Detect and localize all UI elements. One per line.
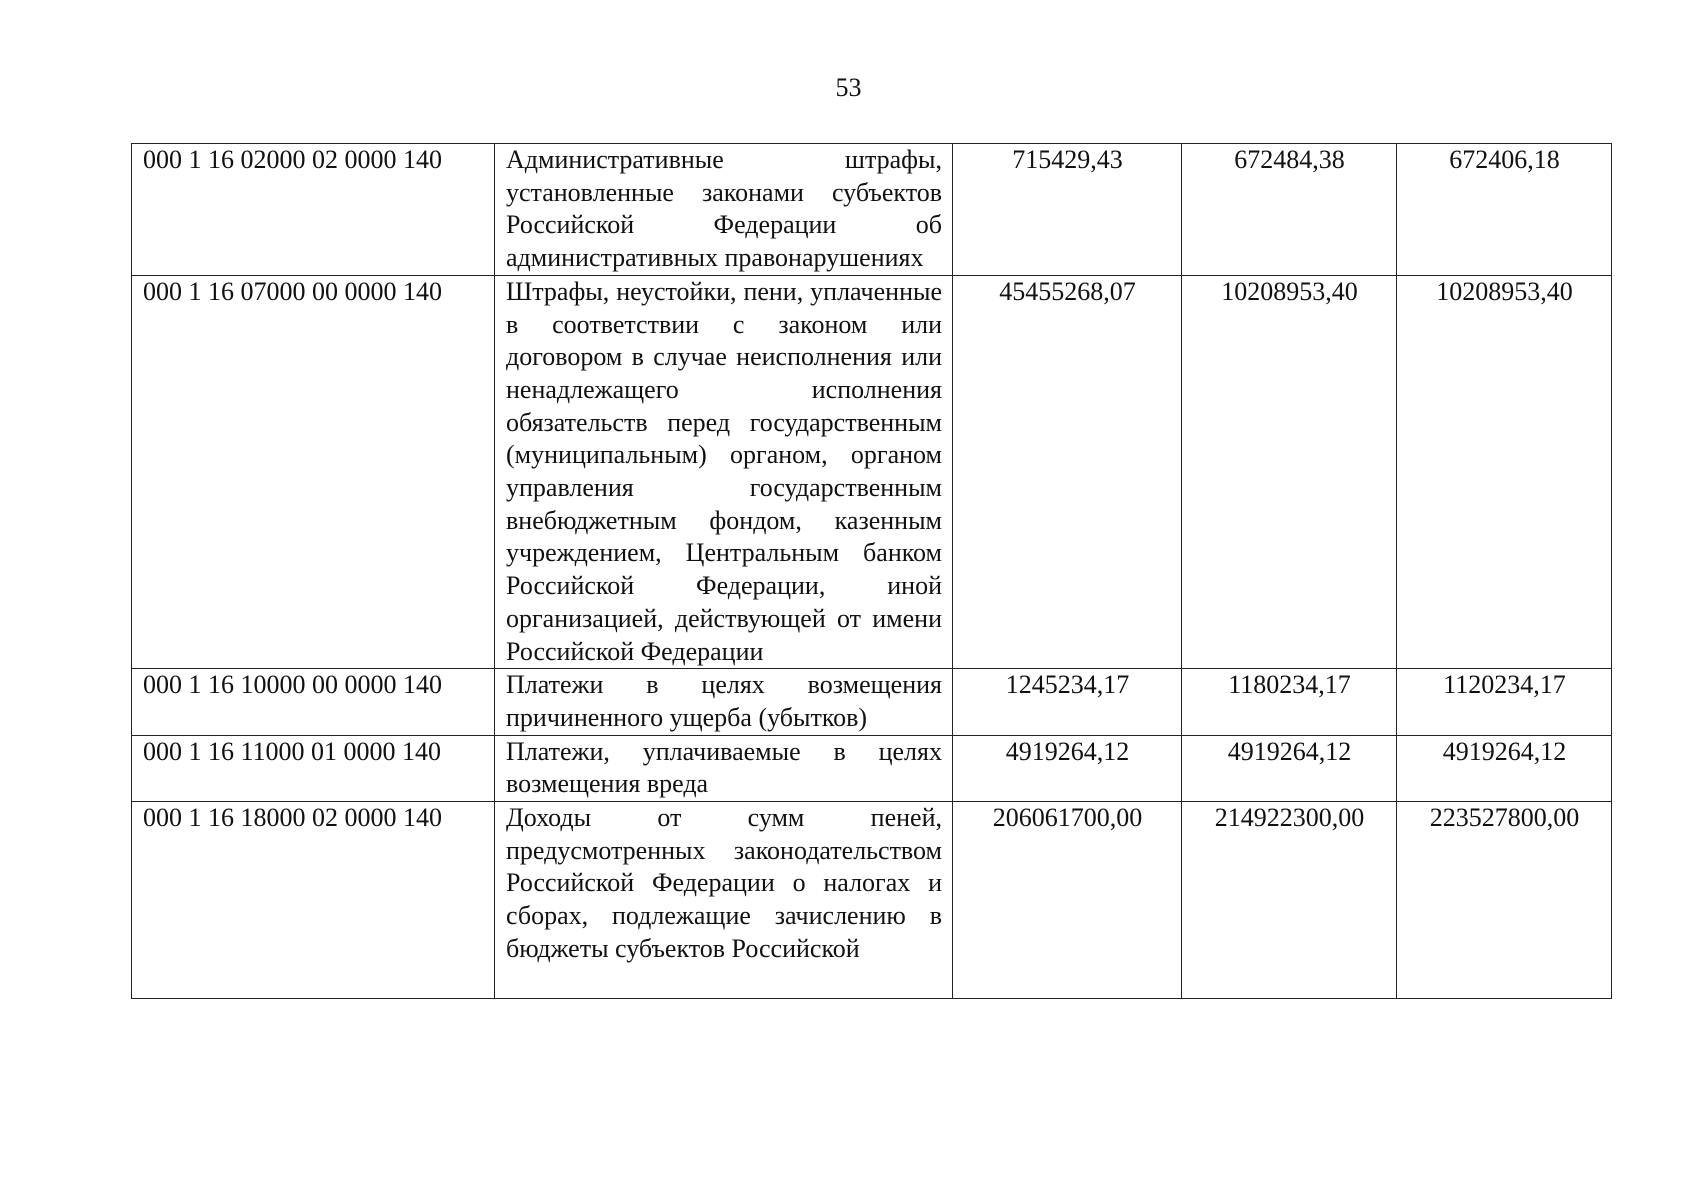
revenue-code-cell: 000 1 16 11000 01 0000 140 — [132, 735, 495, 801]
budget-revenue-table — [131, 143, 1612, 999]
amount-year-2-cell: 4919264,12 — [1182, 735, 1397, 801]
amount-year-1-cell: 1245234,17 — [953, 669, 1182, 735]
table-row — [132, 802, 1612, 999]
revenue-name-cell: Платежи, уплачиваемые в целях возмещения вреда — [495, 735, 953, 801]
page-number: 53 — [835, 73, 862, 102]
amount-year-3-cell: 4919264,12 — [1397, 735, 1612, 801]
amount-year-3-cell: 223527800,00 — [1397, 802, 1612, 999]
revenue-name-cell: Штрафы, неустойки, пени, уплаченные в соответствии с законом или договором в случае неисполнения или ненадлежащего исполнения обязательств перед государственным (муниципальным) органом, органом управления государственным внебюджетным фондом, казенным учреждением, Центральным банком Российской Федерации, иной организацией, действующей от имени Российской Федерации — [495, 275, 953, 668]
revenue-code-cell: 000 1 16 10000 00 0000 140 — [132, 669, 495, 735]
amount-year-2-cell: 672484,38 — [1182, 144, 1397, 276]
amount-year-3-cell: 672406,18 — [1397, 144, 1612, 276]
revenue-name-cell — [495, 802, 953, 999]
revenue-code-cell: 000 1 16 07000 00 0000 140 — [132, 275, 495, 668]
table-row — [132, 669, 1612, 735]
amount-year-1-cell: 4919264,12 — [953, 735, 1182, 801]
amount-year-1-cell: 715429,43 — [953, 144, 1182, 276]
table-row — [132, 144, 1612, 276]
table-row — [132, 735, 1612, 801]
table-row — [132, 275, 1612, 668]
revenue-name-text: Доходы от сумм пеней, предусмотренных законодательством Российской Федерации о налогах и сборах, подлежащие зачислению в бюджеты субъектов Российской — [506, 803, 942, 963]
amount-year-2-cell: 1180234,17 — [1182, 669, 1397, 735]
amount-year-3-cell: 1120234,17 — [1397, 669, 1612, 735]
revenue-name-cell: Платежи в целях возмещения причиненного ущерба (убытков) — [495, 669, 953, 735]
amount-year-1-cell: 206061700,00 — [953, 802, 1182, 999]
revenue-code-cell: 000 1 16 18000 02 0000 140 — [132, 802, 495, 999]
amount-year-1-cell: 45455268,07 — [953, 275, 1182, 668]
revenue-code-cell: 000 1 16 02000 02 0000 140 — [132, 144, 495, 276]
amount-year-3-cell: 10208953,40 — [1397, 275, 1612, 668]
amount-year-2-cell: 214922300,00 — [1182, 802, 1397, 999]
revenue-name-cell: Административные штрафы, установленные законами субъектов Российской Федерации об административных правонарушениях — [495, 144, 953, 276]
amount-year-2-cell: 10208953,40 — [1182, 275, 1397, 668]
